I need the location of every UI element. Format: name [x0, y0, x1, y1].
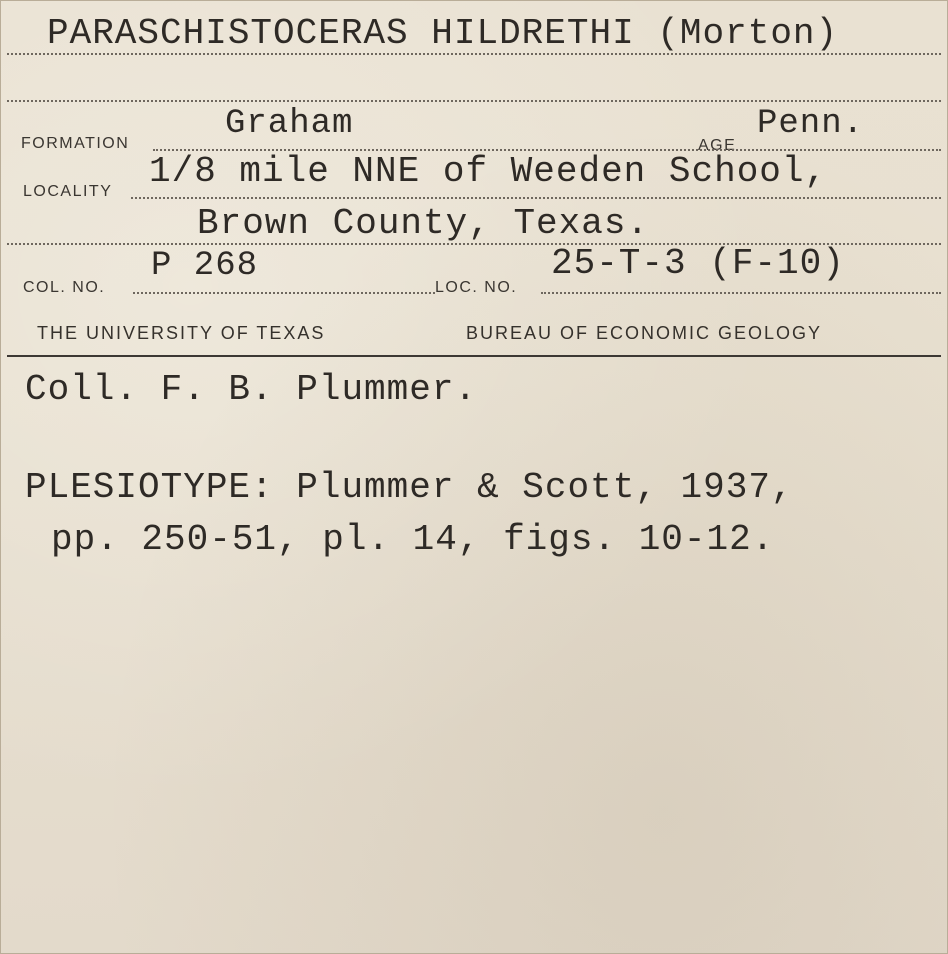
- loc-no-line: [541, 292, 941, 294]
- species-title: PARASCHISTOCERAS HILDRETHI (Morton): [47, 13, 839, 54]
- collector-note: Coll. F. B. Plummer.: [25, 369, 478, 410]
- blank-line: [7, 100, 941, 102]
- bureau-name: BUREAU OF ECONOMIC GEOLOGY: [466, 323, 823, 343]
- locality-line-2: Brown County, Texas.: [197, 203, 650, 244]
- locality-label: LOCALITY: [23, 183, 113, 200]
- university-name: THE UNIVERSITY OF TEXAS: [37, 323, 326, 343]
- header-divider: [7, 355, 941, 357]
- locality-line-rule-1: [131, 197, 941, 199]
- age-value: Penn.: [757, 105, 865, 143]
- loc-no-value: 25-T-3 (F-10): [551, 243, 845, 284]
- col-no-value: P 268: [151, 247, 259, 285]
- age-label: AGE: [698, 137, 737, 154]
- loc-no-label: LOC. NO.: [435, 279, 518, 296]
- col-no-line: [133, 292, 435, 294]
- plesiotype-line-2: pp. 250-51, pl. 14, figs. 10-12.: [51, 519, 775, 560]
- col-no-label: COL. NO.: [23, 279, 106, 296]
- locality-line-1: 1/8 mile NNE of Weeden School,: [149, 151, 828, 192]
- title-underline: [7, 53, 941, 55]
- formation-label: FORMATION: [21, 135, 130, 152]
- plesiotype-line-1: PLESIOTYPE: Plummer & Scott, 1937,: [25, 467, 794, 508]
- formation-value: Graham: [225, 105, 354, 143]
